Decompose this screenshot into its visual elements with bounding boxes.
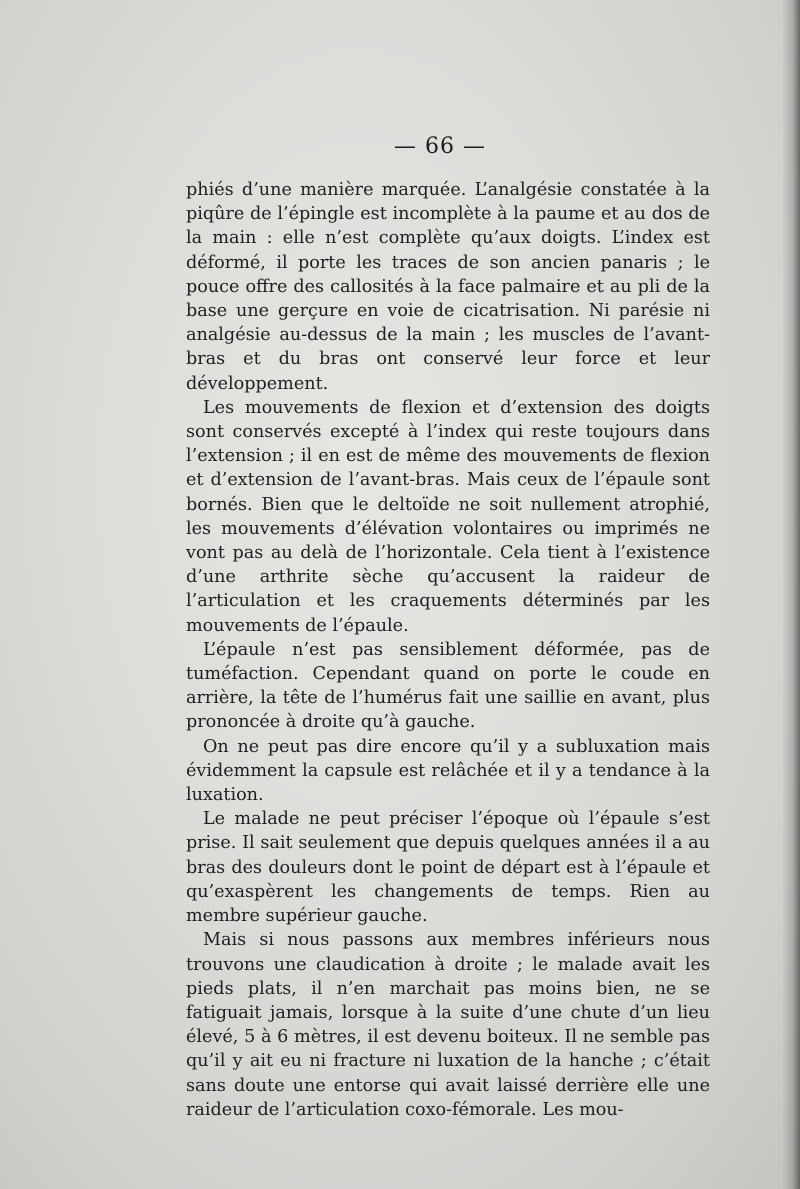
paragraph-4: On ne peut pas dire encore qu’il y a subluxation mais évidemment la capsule est relâchée et il y a tendance à la luxation.: [186, 736, 710, 806]
paragraph-6: Mais si nous passons aux membres inférieurs nous trouvons une claudication à droite ; le malade avait les pieds plats, il n’en marchait pas moins bien, ne se fatiguait jamais, lorsque à la suite d’une chute d’un lieu élevé, 5 à 6 mètres, il est devenu boiteux. Il ne semble pas qu’il y ait eu ni fracture ni luxation de la hanche ; c’était sans doute une entorse qui avait laissé derrière elle une raideur de l’articulation coxo-fémorale. Les mou-: [186, 930, 710, 1120]
paragraph-3: L’épaule n’est pas sensiblement déformée, pas de tuméfaction. Cependant quand on porte le coude en arrière, la tête de l’humérus fait une saillie en avant, plus prononcée à droite qu’à gauche.: [186, 639, 710, 733]
paragraph-1: phiés d’une manière marquée. L’analgésie constatée à la piqûre de l’épingle est incomplète à la paume et au dos de la main : elle n’est complète qu’aux doigts. L’index est déformé, il porte les traces de son ancien panaris ; le pouce offre des callosités à la face palmaire et au pli de la base une gerçure en voie de cicatrisation. Ni parésie ni analgésie au-dessus de la main ; les muscles de l’avant-bras et du bras ont conservé leur force et leur développement.: [186, 180, 710, 394]
paragraph-2: Les mouvements de flexion et d’extension des doigts sont conservés excepté à l’index qui reste toujours dans l’extension ; il en est de même des mouvements de flexion et d’extension de l’avant-bras. Mais ceux de l’épaule sont bornés. Bien que le deltoïde ne soit nullement atrophié, les mouvements d’élévation volontaires ou imprimés ne vont pas au delà de l’horizontale. Cela tient à l’existence d’une arthrite sèche qu’accusent la raideur de l’articulation et les craquements déterminés par les mouvements de l’épaule.: [186, 397, 710, 636]
page-edge-shadow: [782, 0, 800, 1189]
page-number: — 66 —: [394, 134, 486, 159]
body-text: [186, 178, 710, 1122]
paragraph-5: Le malade ne peut préciser l’époque où l’épaule s’est prise. Il sait seulement que depuis quelques années il a au bras des douleurs dont le point de départ est à l’épaule et qu’exaspèrent les changements de temps. Rien au membre supérieur gauche.: [186, 809, 710, 927]
